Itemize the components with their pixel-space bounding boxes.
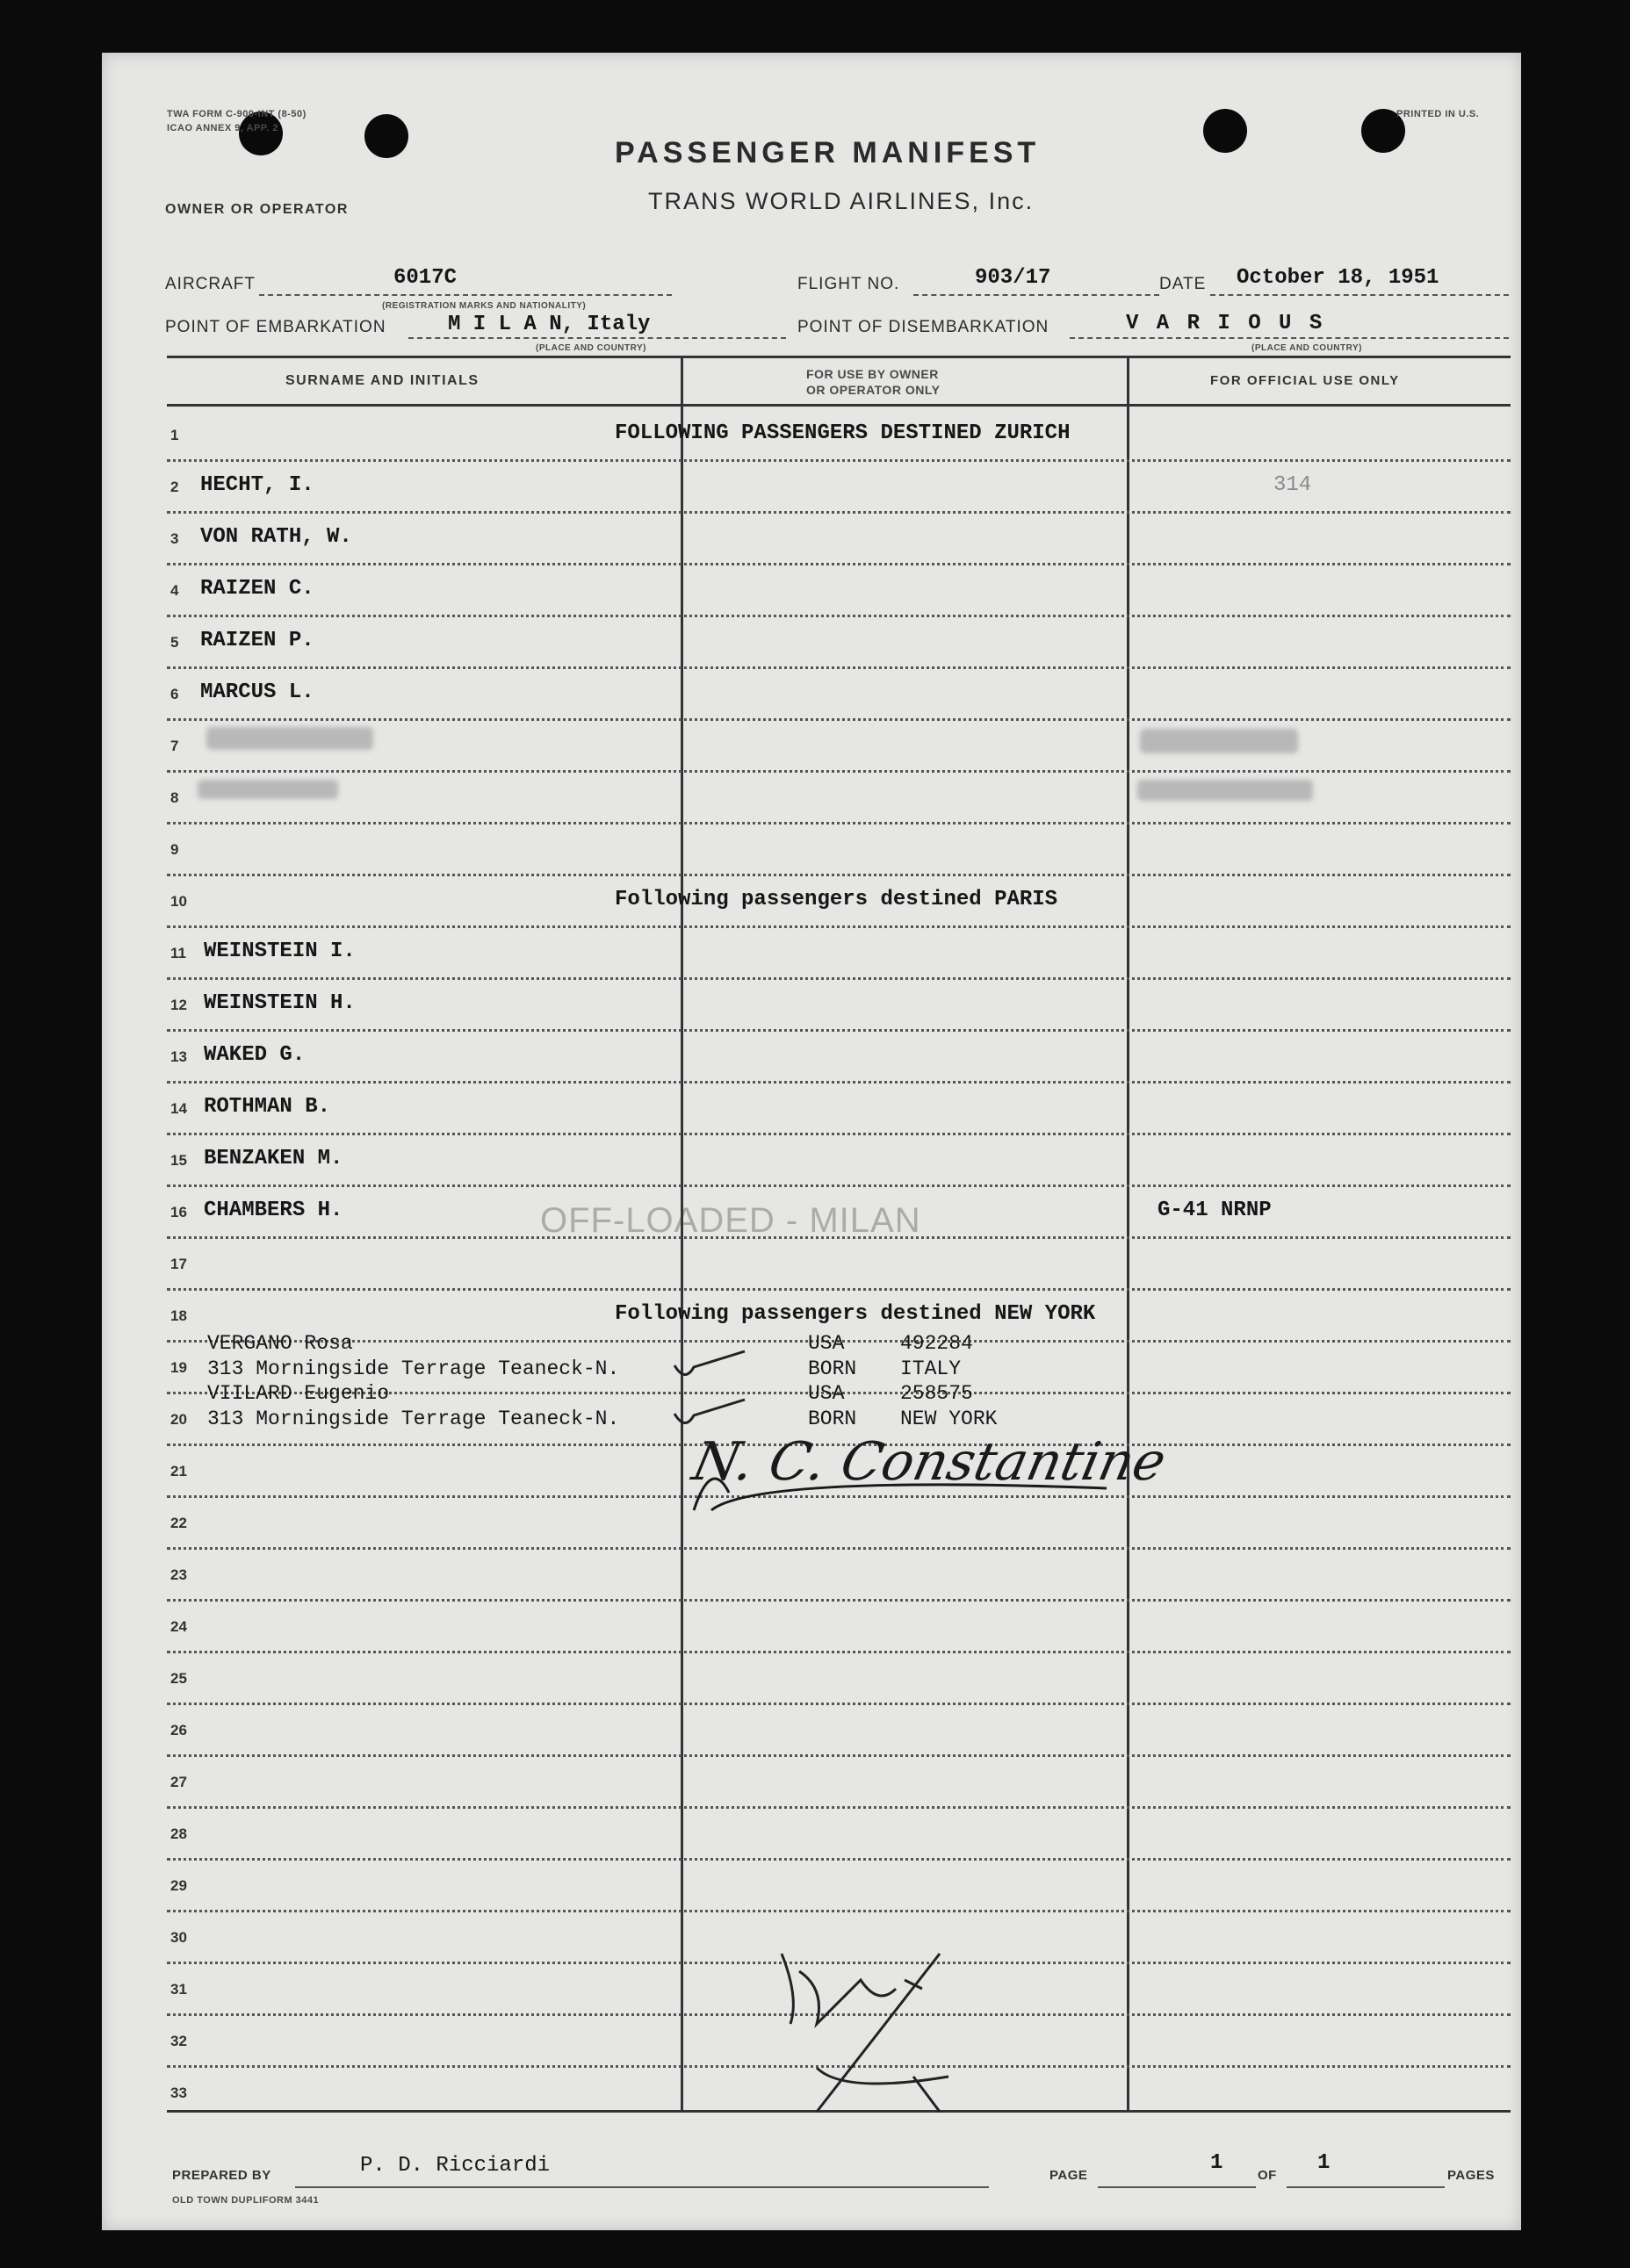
row-rule bbox=[167, 666, 1511, 669]
row-rule bbox=[167, 874, 1511, 876]
row-rule bbox=[167, 1910, 1511, 1912]
disembarkation-underline bbox=[1070, 337, 1509, 339]
ny-passenger-citizenship: USA bbox=[808, 1382, 845, 1405]
row-rule bbox=[167, 1547, 1511, 1550]
passenger-name: MARCUS L. bbox=[200, 680, 314, 704]
row-number: 4 bbox=[170, 582, 179, 599]
punch-hole bbox=[1203, 109, 1247, 153]
row-number: 10 bbox=[170, 893, 187, 910]
date-label: DATE bbox=[1159, 275, 1207, 293]
table-top-rule bbox=[167, 356, 1511, 358]
page-label: PAGE bbox=[1049, 2168, 1088, 2183]
row-rule bbox=[167, 1029, 1511, 1032]
row-number: 22 bbox=[170, 1515, 187, 1531]
col-owner-header-2: OR OPERATOR ONLY bbox=[806, 383, 941, 397]
passenger-name: HECHT, I. bbox=[200, 473, 314, 497]
passenger-name: CHAMBERS H. bbox=[204, 1199, 343, 1222]
row-number: 16 bbox=[170, 1204, 187, 1220]
row-number: 8 bbox=[170, 789, 179, 806]
official-note: 314 bbox=[1273, 473, 1312, 497]
row-rule bbox=[167, 511, 1511, 514]
owner-label: OWNER OR OPERATOR bbox=[165, 202, 349, 217]
row-rule bbox=[167, 563, 1511, 565]
row-rule bbox=[167, 822, 1511, 824]
redacted-name bbox=[206, 727, 373, 750]
row-number: 9 bbox=[170, 841, 179, 858]
row-number: 11 bbox=[170, 945, 186, 961]
row-number: 33 bbox=[170, 2084, 187, 2101]
row-rule bbox=[167, 1081, 1511, 1084]
row-rule bbox=[167, 925, 1511, 928]
row-number: 12 bbox=[170, 997, 187, 1013]
redacted-name bbox=[198, 780, 338, 799]
row-rule bbox=[167, 1133, 1511, 1135]
header-bottom-rule bbox=[167, 404, 1511, 407]
initials-scribble bbox=[764, 1945, 1019, 2129]
embarkation-label: POINT OF EMBARKATION bbox=[165, 318, 386, 336]
printed-note: PRINTED IN U.S. bbox=[1396, 109, 1480, 119]
of-underline bbox=[1287, 2186, 1445, 2188]
redacted-official bbox=[1140, 729, 1298, 753]
row-number: 18 bbox=[170, 1307, 187, 1324]
row-rule bbox=[167, 459, 1511, 462]
row-rule bbox=[167, 1703, 1511, 1705]
row-rule bbox=[167, 770, 1511, 773]
embarkation-value: M I L A N, Italy bbox=[448, 313, 651, 336]
destination-heading: Following passengers destined PARIS bbox=[615, 888, 1058, 911]
row-number: 17 bbox=[170, 1256, 187, 1272]
col-owner-header-1: FOR USE BY OWNER bbox=[806, 367, 939, 381]
ny-passenger-name: VERGANO Rosa bbox=[207, 1332, 353, 1355]
aircraft-value: 6017C bbox=[393, 266, 458, 290]
passenger-name: RAIZEN C. bbox=[200, 577, 314, 601]
airline-name: TRANS WORLD AIRLINES, Inc. bbox=[648, 188, 1035, 214]
pen-check-mark bbox=[667, 1396, 755, 1431]
row-number: 32 bbox=[170, 2033, 187, 2049]
punch-hole bbox=[364, 114, 408, 158]
passenger-name: RAIZEN P. bbox=[200, 629, 314, 652]
row-rule bbox=[167, 977, 1511, 980]
printer-note: OLD TOWN DUPLIFORM 3441 bbox=[172, 2195, 320, 2206]
row-number: 30 bbox=[170, 1929, 187, 1946]
row-number: 7 bbox=[170, 738, 179, 754]
col-official-header: FOR OFFICIAL USE ONLY bbox=[1210, 373, 1400, 388]
embarkation-caption: (PLACE AND COUNTRY) bbox=[536, 343, 646, 353]
row-number: 27 bbox=[170, 1774, 187, 1790]
column-divider bbox=[1127, 356, 1129, 2110]
row-rule bbox=[167, 1754, 1511, 1757]
row-rule bbox=[167, 1184, 1511, 1187]
offloaded-stamp: OFF-LOADED - MILAN bbox=[540, 1201, 921, 1240]
page-underline bbox=[1098, 2186, 1256, 2188]
row-rule bbox=[167, 1288, 1511, 1291]
flight-underline bbox=[913, 294, 1159, 296]
aircraft-underline bbox=[259, 294, 672, 296]
signature: N. C. Constantine bbox=[687, 1431, 1172, 1493]
form-annex: ICAO ANNEX 9, APP. 2 bbox=[167, 123, 278, 133]
row-rule bbox=[167, 718, 1511, 721]
row-number: 19 bbox=[170, 1359, 187, 1376]
passenger-name: VON RATH, W. bbox=[200, 525, 352, 549]
ny-passenger-citizenship: USA bbox=[808, 1332, 845, 1355]
ny-passenger-born-label: BORN bbox=[808, 1408, 857, 1430]
prepared-by-label: PREPARED BY bbox=[172, 2168, 271, 2183]
row-number: 5 bbox=[170, 634, 179, 651]
prepared-by-value: P. D. Ricciardi bbox=[360, 2154, 551, 2178]
ny-passenger-name: VIILARD Eugenio bbox=[207, 1382, 390, 1405]
row-number: 14 bbox=[170, 1100, 187, 1117]
ny-passenger-doc: 258575 bbox=[900, 1382, 973, 1405]
row-rule bbox=[167, 1806, 1511, 1809]
date-value: October 18, 1951 bbox=[1237, 266, 1439, 290]
row-number: 28 bbox=[170, 1825, 187, 1842]
row-rule bbox=[167, 1858, 1511, 1861]
page-title: PASSENGER MANIFEST bbox=[615, 136, 1041, 169]
of-label: OF bbox=[1258, 2168, 1277, 2183]
row-number: 21 bbox=[170, 1463, 187, 1480]
ny-passenger-address: 313 Morningside Terrage Teaneck-N. bbox=[207, 1357, 620, 1380]
passenger-name: WEINSTEIN I. bbox=[204, 940, 356, 963]
official-note: G-41 NRNP bbox=[1158, 1199, 1272, 1222]
row-rule bbox=[167, 615, 1511, 617]
pen-check-mark bbox=[667, 1348, 755, 1383]
destination-heading: Following passengers destined NEW YORK bbox=[615, 1302, 1096, 1326]
redacted-official bbox=[1137, 780, 1313, 801]
ny-passenger-address: 313 Morningside Terrage Teaneck-N. bbox=[207, 1408, 620, 1430]
row-rule bbox=[167, 1599, 1511, 1602]
ny-passenger-born-label: BORN bbox=[808, 1357, 857, 1380]
disembarkation-label: POINT OF DISEMBARKATION bbox=[797, 318, 1049, 336]
form-number: TWA FORM C-900-INT (8-50) bbox=[167, 109, 307, 119]
row-number: 29 bbox=[170, 1877, 187, 1894]
row-number: 2 bbox=[170, 479, 179, 495]
flight-value: 903/17 bbox=[975, 266, 1051, 290]
aircraft-caption: (REGISTRATION MARKS AND NATIONALITY) bbox=[382, 301, 587, 311]
passenger-name: ROTHMAN B. bbox=[204, 1095, 331, 1119]
row-number: 3 bbox=[170, 530, 179, 547]
passenger-name: WEINSTEIN H. bbox=[204, 991, 356, 1015]
ny-passenger-doc: 492284 bbox=[900, 1332, 973, 1355]
of-value: 1 bbox=[1317, 2151, 1331, 2175]
row-number: 25 bbox=[170, 1670, 187, 1687]
pages-label: PAGES bbox=[1447, 2168, 1495, 2183]
ny-passenger-birthplace: NEW YORK bbox=[900, 1408, 998, 1430]
passenger-name: BENZAKEN M. bbox=[204, 1147, 343, 1170]
row-number: 1 bbox=[170, 427, 179, 443]
row-number: 23 bbox=[170, 1566, 187, 1583]
signature-flourish bbox=[685, 1440, 1142, 1519]
row-number: 26 bbox=[170, 1722, 187, 1739]
prepared-underline bbox=[295, 2186, 989, 2188]
embarkation-underline bbox=[408, 337, 786, 339]
row-number: 31 bbox=[170, 1981, 187, 1998]
disembarkation-value: V A R I O U S bbox=[1126, 312, 1325, 335]
row-number: 6 bbox=[170, 686, 179, 702]
aircraft-label: AIRCRAFT bbox=[165, 275, 256, 293]
col-surname-header: SURNAME AND INITIALS bbox=[285, 373, 480, 388]
row-number: 13 bbox=[170, 1048, 187, 1065]
row-rule bbox=[167, 1651, 1511, 1653]
row-number: 20 bbox=[170, 1411, 187, 1428]
ny-passenger-birthplace: ITALY bbox=[900, 1357, 962, 1380]
destination-heading: FOLLOWING PASSENGERS DESTINED ZURICH bbox=[615, 421, 1071, 445]
page-value: 1 bbox=[1210, 2151, 1223, 2175]
flight-label: FLIGHT NO. bbox=[797, 275, 900, 293]
row-number: 24 bbox=[170, 1618, 187, 1635]
row-number: 15 bbox=[170, 1152, 187, 1169]
passenger-name: WAKED G. bbox=[204, 1043, 306, 1067]
disembarkation-caption: (PLACE AND COUNTRY) bbox=[1251, 343, 1362, 353]
date-underline bbox=[1210, 294, 1509, 296]
